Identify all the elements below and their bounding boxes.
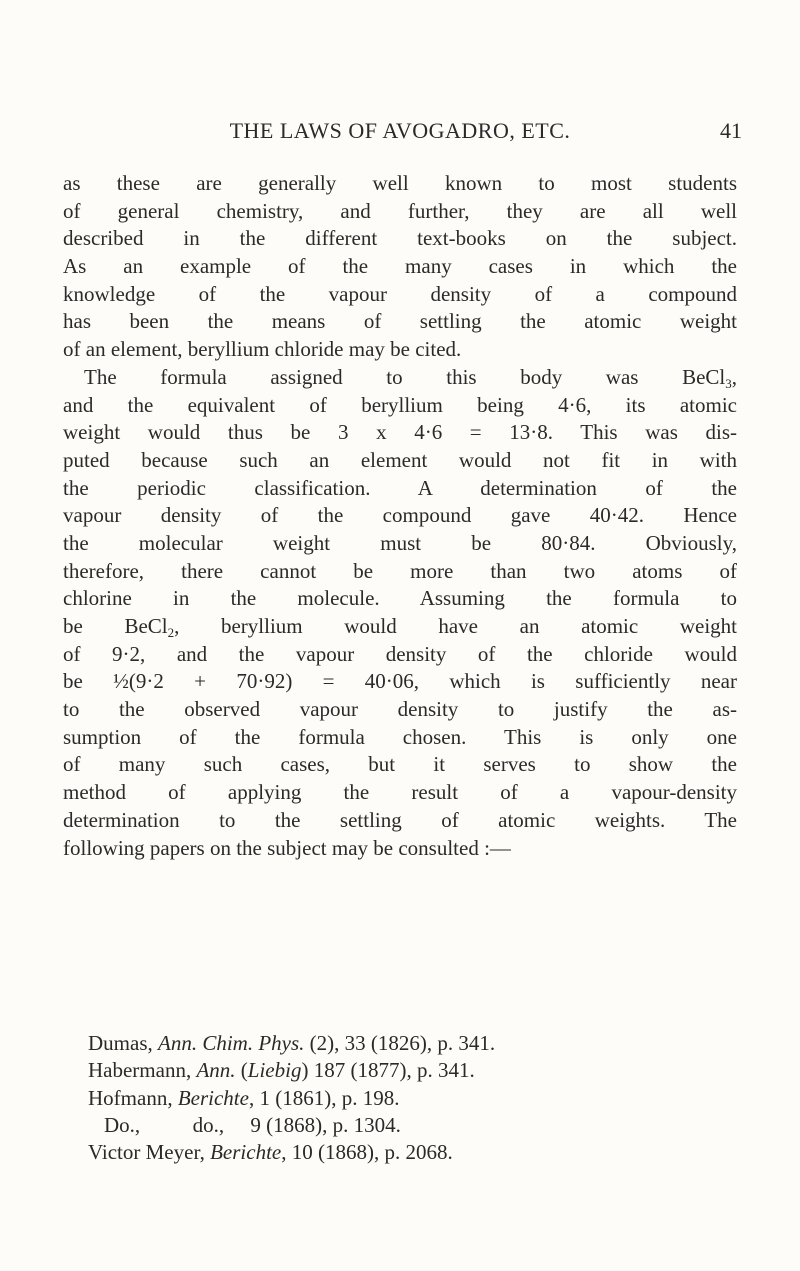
running-title: THE LAWS OF AVOGADRO, ETC. [229, 118, 571, 143]
reference-item [88, 1030, 728, 1057]
text-line: described in the different text-books on the subject. [63, 226, 737, 251]
reference-item [88, 1112, 728, 1139]
text-line: be ½(9·2 + 70·92) = 40·06, which is sufficiently near [63, 669, 737, 694]
text-fragment: be BeCl [63, 614, 168, 638]
text-line: vapour density of the compound gave 40·42. Hence [63, 503, 737, 528]
text-line: as these are generally well known to most students [63, 171, 737, 195]
ref-journal: Ann. Chim. Phys. [158, 1031, 305, 1055]
page-number: 41 [720, 118, 742, 143]
ref-journal: Liebig [247, 1058, 302, 1083]
page-header [0, 118, 800, 146]
text-line: the periodic classification. A determination of the [63, 475, 737, 500]
text-line: sumption of the formula chosen. This is only one [63, 724, 737, 749]
ref-paren: ( [235, 1058, 248, 1083]
ref-journal: Berichte [210, 1140, 282, 1165]
text-line: chlorine in the molecule. Assuming the formula to [63, 586, 737, 611]
text-line: method of applying the result of a vapour-density [63, 780, 737, 805]
ref-author: Habermann, [88, 1058, 197, 1083]
text-line: following papers on the subject may be consulted :— [63, 835, 511, 860]
text-fragment: , [731, 364, 737, 389]
subscript: 2 [167, 625, 175, 640]
reference-list [88, 1030, 728, 1166]
text-line: therefore, there cannot be more than two atoms of [63, 558, 737, 583]
text-line: and the equivalent of beryllium being 4·6, its atomic [63, 392, 737, 417]
text-line: of 9·2, and the vapour density of the chloride would [63, 641, 737, 666]
text-fragment: , beryllium would have an atomic weight [174, 614, 737, 638]
ref-author: Hofmann, [88, 1085, 178, 1110]
text-line-formula [63, 364, 737, 392]
reference-item [88, 1139, 728, 1166]
subscript: 3 [725, 375, 732, 391]
text-line: of an element, beryllium chloride may be cited. [63, 337, 462, 362]
text-line: knowledge of the vapour density of a compound [63, 281, 737, 306]
text-line: determination to the settling of atomic weights. The [63, 807, 737, 832]
ref-details: , 10 (1868), p. 2068. [281, 1140, 453, 1165]
text-line: the molecular weight must be 80·84. Obviously, [63, 530, 737, 555]
ref-journal: Berichte [177, 1085, 249, 1110]
text-line: puted because such an element would not fit in with [63, 447, 737, 472]
ref-author: Dumas, [88, 1031, 158, 1055]
ref-details: , 1 (1861), p. 198. [248, 1085, 400, 1110]
text-fragment: The formula assigned to this body was BeCl [84, 364, 726, 389]
ref-details: ) 187 (1877), p. 341. [301, 1058, 475, 1083]
body-text [63, 170, 737, 862]
text-line: of general chemistry, and further, they are all well [63, 198, 737, 223]
text-line: has been the means of settling the atomic weight [63, 309, 737, 334]
text-line: of many such cases, but it serves to show the [63, 752, 737, 777]
text-line: weight would thus be 3 x 4·6 = 13·8. This was dis- [63, 420, 737, 445]
text-line: to the observed vapour density to justify the as- [63, 697, 737, 722]
text-line-formula [63, 613, 737, 641]
ref-details: (2), 33 (1826), p. 341. [304, 1031, 496, 1055]
ref-text: Do., do., 9 (1868), p. 1304. [104, 1112, 401, 1137]
ref-author: Victor Meyer, [88, 1140, 211, 1165]
ref-journal: Ann. [196, 1058, 236, 1083]
reference-item [88, 1085, 728, 1112]
text-line: As an example of the many cases in which the [63, 254, 737, 279]
reference-item [88, 1057, 728, 1084]
